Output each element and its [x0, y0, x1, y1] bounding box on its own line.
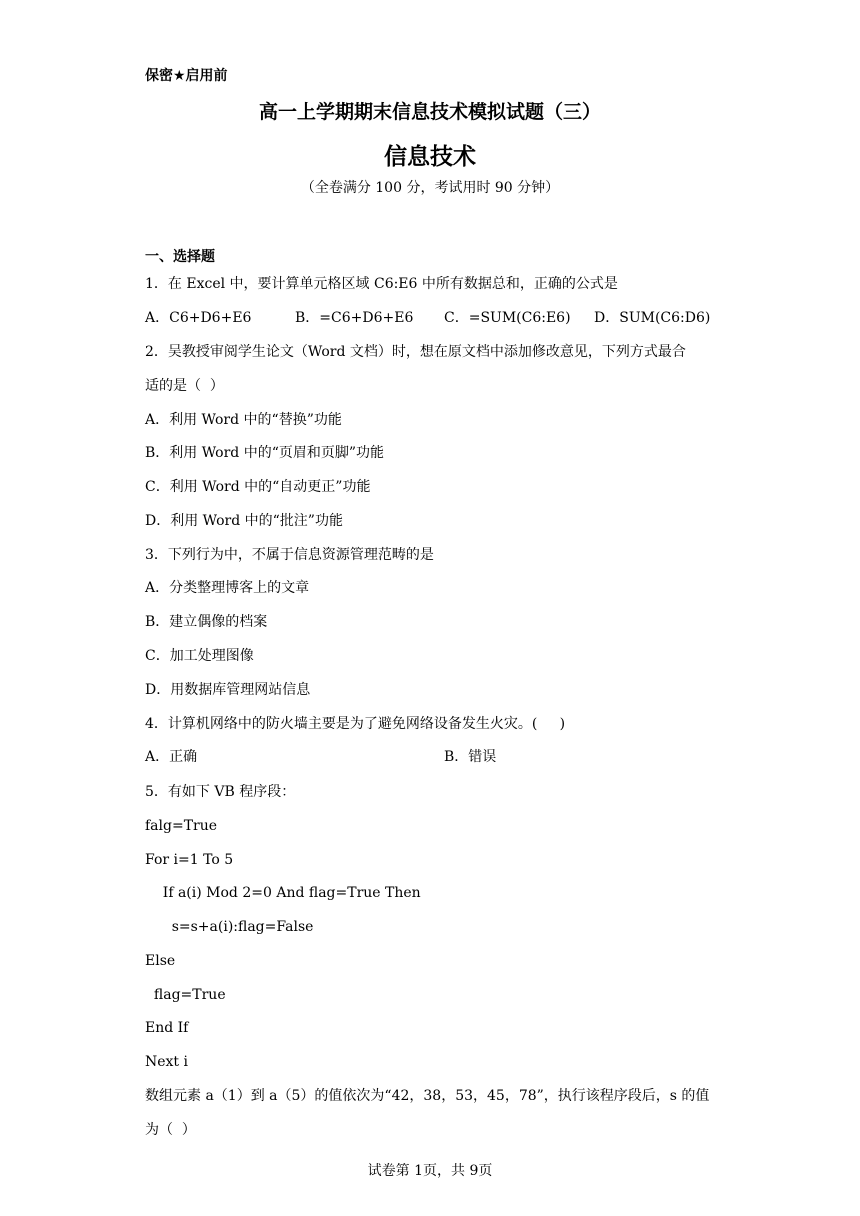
code-line: End If — [145, 1020, 189, 1036]
exam-title: 高一上学期期末信息技术模拟试题（三） — [258, 101, 601, 123]
question-4-stem: 4．计算机网络中的防火墙主要是为了避免网络设备发生火灾。( ) — [145, 716, 566, 732]
question-2-option-b: B．利用 Word 中的“页眉和页脚”功能 — [145, 445, 385, 461]
question-4-option-b: B．错误 — [444, 749, 497, 765]
code-line: flag=True — [145, 987, 226, 1003]
question-5-tail-line1: 数组元素 a（1）到 a（5）的值依次为“42，38，53，45，78”，执行该程序段后，s 的值 — [145, 1088, 710, 1104]
code-line: s=s+a(i):flag=False — [145, 919, 314, 935]
question-3-option-d: D．用数据库管理网站信息 — [145, 682, 311, 698]
confidential-label: 保密★启用前 — [145, 68, 228, 84]
code-line: For i=1 To 5 — [145, 852, 234, 868]
page-footer: 试卷第 1页，共 9页 — [367, 1163, 493, 1179]
question-2-option-a: A．利用 Word 中的“替换”功能 — [145, 412, 342, 428]
section-heading: 一、选择题 — [145, 249, 215, 265]
question-2-option-c: C．利用 Word 中的“自动更正”功能 — [145, 479, 371, 495]
code-line: Else — [145, 953, 176, 969]
code-line: If a(i) Mod 2=0 And flag=True Then — [145, 885, 421, 901]
question-5-stem: 5．有如下 VB 程序段： — [145, 784, 296, 800]
question-1-option-a: A．C6+D6+E6 — [145, 310, 252, 326]
question-3-stem: 3．下列行为中，不属于信息资源管理范畴的是 — [145, 547, 434, 563]
question-1-option-b: B．=C6+D6+E6 — [295, 310, 414, 326]
question-3-option-c: C．加工处理图像 — [145, 648, 254, 664]
question-5-tail-line2: 为（ ） — [145, 1122, 196, 1138]
question-3-option-b: B．建立偶像的档案 — [145, 614, 268, 630]
question-2-stem-line2: 适的是（ ） — [145, 378, 224, 394]
code-line: Next i — [145, 1054, 188, 1070]
question-1-option-d: D．SUM(C6:D6) — [594, 310, 711, 326]
question-1-stem: 1．在 Excel 中，要计算单元格区域 C6:E6 中所有数据总和，正确的公式是 — [145, 276, 618, 292]
question-4-option-a: A．正确 — [145, 749, 198, 765]
subject-title: 信息技术 — [384, 144, 476, 170]
question-3-option-a: A．分类整理博客上的文章 — [145, 580, 310, 596]
code-line: falg=True — [145, 818, 218, 834]
question-1-option-c: C．=SUM(C6:E6) — [444, 310, 571, 326]
question-2-option-d: D．利用 Word 中的“批注”功能 — [145, 513, 343, 529]
exam-note: （全卷满分 100 分，考试用时 90 分钟） — [300, 180, 560, 196]
question-2-stem-line1: 2．吴教授审阅学生论文（Word 文档）时，想在原文档中添加修改意见，下列方式最合 — [145, 344, 686, 360]
